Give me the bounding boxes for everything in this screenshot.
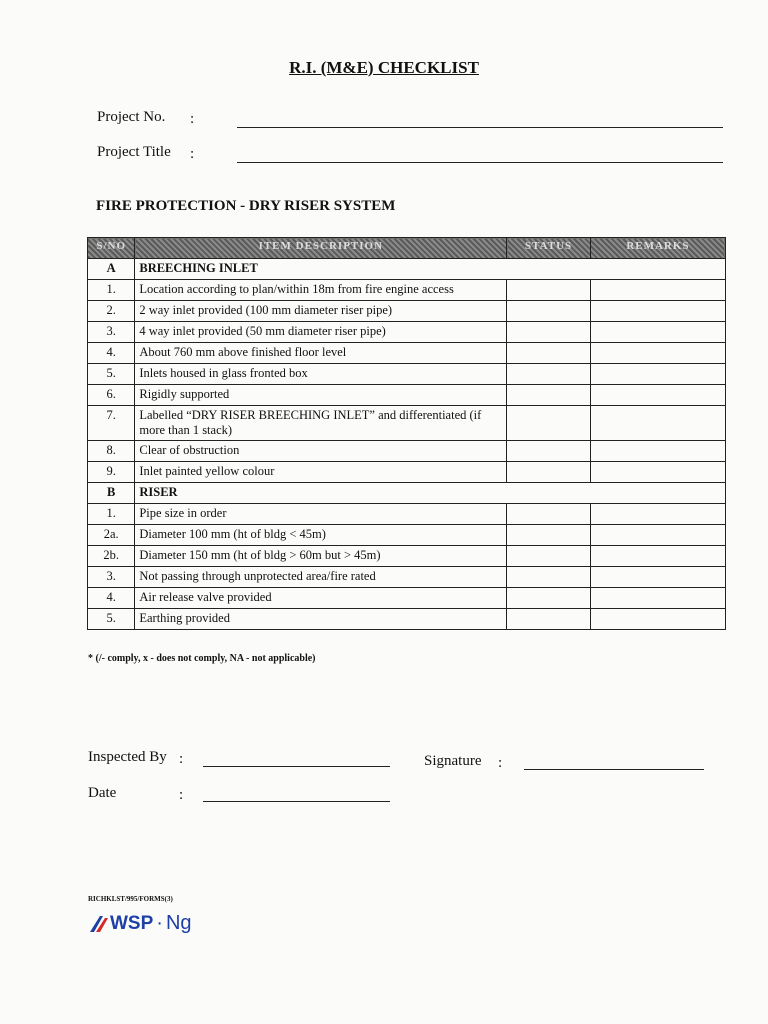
row-description: Rigidly supported — [135, 385, 507, 406]
status-cell[interactable] — [507, 546, 591, 567]
status-cell[interactable] — [507, 406, 591, 441]
header-remarks: REMARKS — [590, 238, 725, 259]
row-description: About 760 mm above finished floor level — [135, 343, 507, 364]
table-row — [88, 609, 726, 630]
row-description: Labelled “DRY RISER BREECHING INLET” and differentiated (if more than 1 stack) — [135, 406, 507, 441]
row-number: 1. — [88, 280, 135, 301]
status-cell[interactable] — [507, 525, 591, 546]
row-number: B — [88, 483, 135, 504]
inspected-by-field[interactable] — [203, 766, 390, 767]
row-number: A — [88, 259, 135, 280]
table-row — [88, 322, 726, 343]
remarks-cell[interactable] — [590, 588, 725, 609]
row-number: 1. — [88, 504, 135, 525]
date-colon: : — [179, 787, 184, 803]
section-heading: FIRE PROTECTION - DRY RISER SYSTEM — [96, 198, 396, 214]
project-no-colon: : — [190, 111, 195, 127]
row-number: 3. — [88, 322, 135, 343]
remarks-cell[interactable] — [590, 525, 725, 546]
table-row — [88, 364, 726, 385]
row-number: 7. — [88, 406, 135, 441]
table-row — [88, 546, 726, 567]
header-status: STATUS — [507, 238, 591, 259]
row-description: Air release valve provided — [135, 588, 507, 609]
row-description: RISER — [135, 483, 726, 504]
row-description: Inlets housed in glass fronted box — [135, 364, 507, 385]
remarks-cell[interactable] — [590, 406, 725, 441]
inspected-by-colon: : — [179, 751, 184, 767]
table-row — [88, 406, 726, 441]
row-description: Diameter 100 mm (ht of bldg < 45m) — [135, 525, 507, 546]
project-no-field[interactable] — [237, 127, 723, 128]
row-description: Not passing through unprotected area/fire rated — [135, 567, 507, 588]
header-sno: S/NO — [88, 238, 135, 259]
logo-dot: · — [156, 912, 163, 934]
checklist-rows — [88, 259, 726, 630]
row-number: 3. — [88, 567, 135, 588]
status-cell[interactable] — [507, 364, 591, 385]
inspected-by-label: Inspected By — [88, 749, 167, 765]
table-row — [88, 280, 726, 301]
status-cell[interactable] — [507, 588, 591, 609]
table-row — [88, 462, 726, 483]
row-description: Inlet painted yellow colour — [135, 462, 507, 483]
table-row — [88, 504, 726, 525]
remarks-cell[interactable] — [590, 301, 725, 322]
form-code: RICHKLST/995/FORMS(3) — [88, 895, 173, 903]
date-field[interactable] — [203, 801, 390, 802]
status-cell[interactable] — [507, 385, 591, 406]
project-title-colon: : — [190, 146, 195, 162]
row-description: BREECHING INLET — [135, 259, 726, 280]
date-label: Date — [88, 785, 117, 801]
signature-colon: : — [498, 755, 503, 771]
row-number: 9. — [88, 462, 135, 483]
project-title-label: Project Title — [97, 144, 171, 160]
logo-brand: WSP — [110, 912, 154, 934]
table-row — [88, 343, 726, 364]
remarks-cell[interactable] — [590, 462, 725, 483]
remarks-cell[interactable] — [590, 504, 725, 525]
row-number: 4. — [88, 343, 135, 364]
row-description: Earthing provided — [135, 609, 507, 630]
company-logo — [88, 912, 192, 935]
row-number: 8. — [88, 441, 135, 462]
logo-suffix: Ng — [165, 912, 192, 934]
wsp-logo-icon — [88, 914, 110, 934]
signature-field[interactable] — [524, 769, 704, 770]
section-row — [88, 259, 726, 280]
row-description: Location according to plan/within 18m from fire engine access — [135, 280, 507, 301]
section-row — [88, 483, 726, 504]
row-number: 2a. — [88, 525, 135, 546]
row-description: 4 way inlet provided (50 mm diameter riser pipe) — [135, 322, 507, 343]
row-description: 2 way inlet provided (100 mm diameter riser pipe) — [135, 301, 507, 322]
table-row — [88, 441, 726, 462]
status-cell[interactable] — [507, 322, 591, 343]
project-no-label: Project No. — [97, 109, 166, 125]
remarks-cell[interactable] — [590, 609, 725, 630]
status-cell[interactable] — [507, 280, 591, 301]
row-description: Pipe size in order — [135, 504, 507, 525]
status-cell[interactable] — [507, 504, 591, 525]
remarks-cell[interactable] — [590, 322, 725, 343]
table-row — [88, 301, 726, 322]
remarks-cell[interactable] — [590, 280, 725, 301]
legend-note: * (/- comply, x - does not comply, NA - not applicable) — [88, 653, 316, 664]
status-cell[interactable] — [507, 609, 591, 630]
status-cell[interactable] — [507, 462, 591, 483]
row-number: 5. — [88, 609, 135, 630]
table-row — [88, 385, 726, 406]
remarks-cell[interactable] — [590, 385, 725, 406]
row-number: 2b. — [88, 546, 135, 567]
remarks-cell[interactable] — [590, 546, 725, 567]
table-row — [88, 525, 726, 546]
remarks-cell[interactable] — [590, 343, 725, 364]
row-number: 2. — [88, 301, 135, 322]
header-item-description: ITEM DESCRIPTION — [135, 238, 507, 259]
project-title-field[interactable] — [237, 162, 723, 163]
status-cell[interactable] — [507, 301, 591, 322]
row-description: Clear of obstruction — [135, 441, 507, 462]
status-cell[interactable] — [507, 343, 591, 364]
signature-label: Signature — [424, 753, 482, 769]
status-cell[interactable] — [507, 441, 591, 462]
remarks-cell[interactable] — [590, 364, 725, 385]
row-number: 6. — [88, 385, 135, 406]
page-title: R.I. (M&E) CHECKLIST — [289, 58, 479, 77]
table-row — [88, 567, 726, 588]
table-row — [88, 588, 726, 609]
status-cell[interactable] — [507, 567, 591, 588]
checklist-table — [87, 237, 726, 630]
remarks-cell[interactable] — [590, 441, 725, 462]
remarks-cell[interactable] — [590, 567, 725, 588]
row-description: Diameter 150 mm (ht of bldg > 60m but > 45m) — [135, 546, 507, 567]
row-number: 5. — [88, 364, 135, 385]
row-number: 4. — [88, 588, 135, 609]
